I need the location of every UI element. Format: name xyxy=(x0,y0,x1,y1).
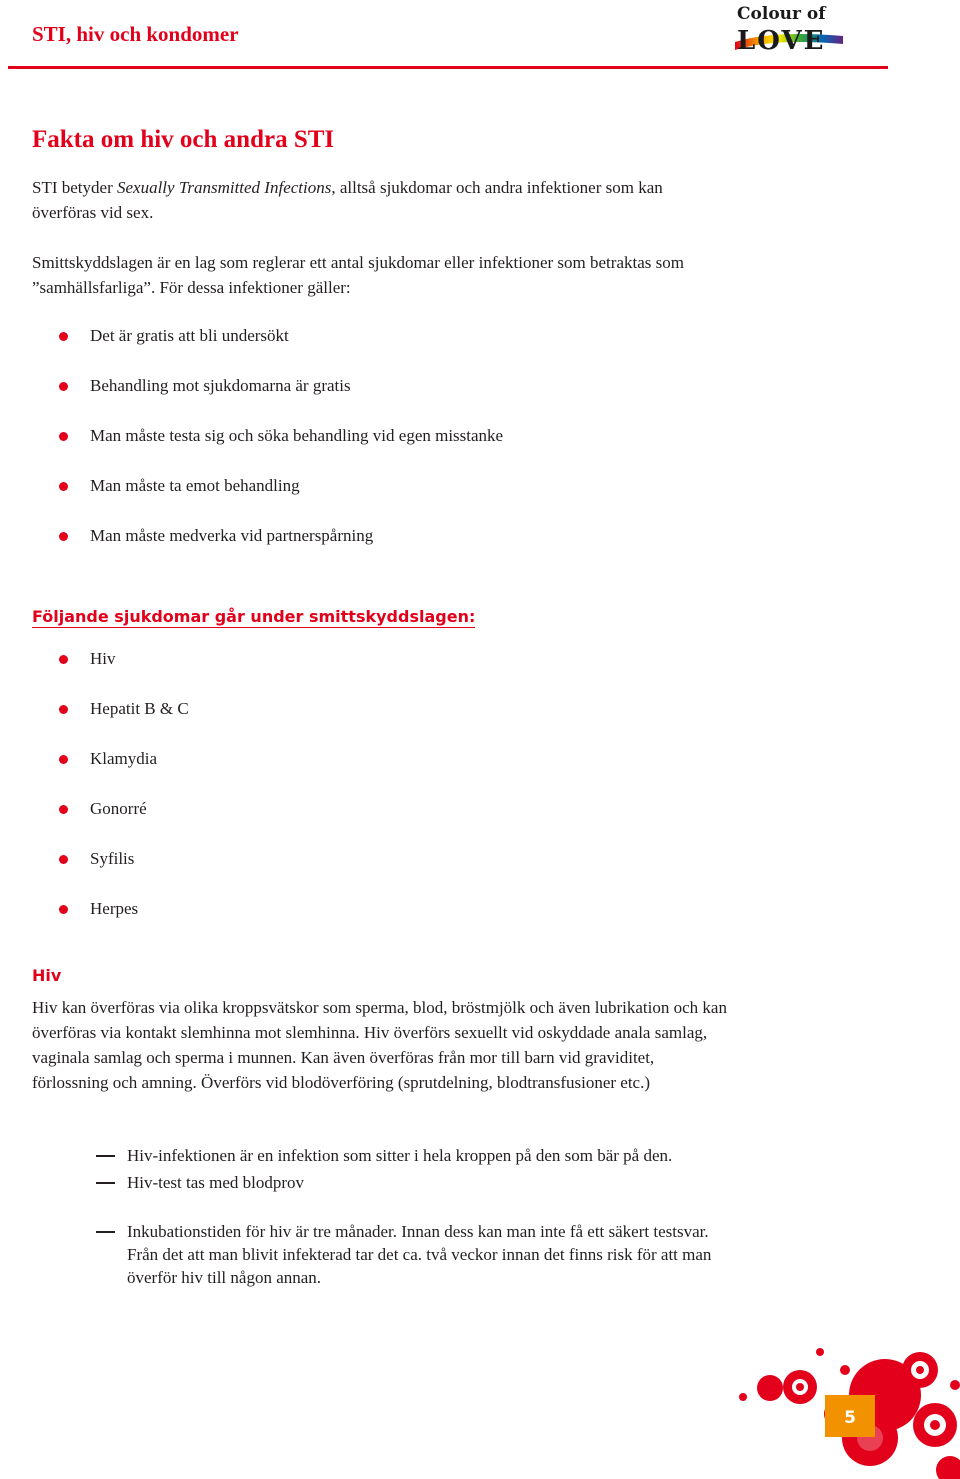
hiv-point-item xyxy=(96,1144,716,1167)
intro-paragraph: STI betyder Sexually Transmitted Infections, alltså sjukdomar och andra infektioner som kan överföras vid sex. xyxy=(32,178,663,222)
bullet-dot-icon xyxy=(59,855,68,864)
smittskydd-paragraph: Smittskyddslagen är en lag som reglerar ett antal sjukdomar eller infektioner som betraktas som ”samhällsfarliga”. För dessa infektioner gäller: xyxy=(32,253,684,297)
flower-decoration xyxy=(720,1340,960,1479)
rule-item xyxy=(32,425,722,475)
disease-item-text: Gonorré xyxy=(90,799,147,818)
hiv-point-text: Inkubationstiden för hiv är tre månader. Innan dess kan man inte få ett säkert testsvar. Från det att man blivit infekterad tar det ca. två veckor innan det finns risk för att man överför hiv till någon annan. xyxy=(127,1222,712,1287)
hiv-point-item xyxy=(96,1220,716,1289)
bullet-dot-icon xyxy=(59,905,68,914)
logo-text-bottom: LOVE xyxy=(737,26,826,54)
bullet-dot-icon xyxy=(59,482,68,491)
bullet-dot-icon xyxy=(59,655,68,664)
rule-item-text: Man måste medverka vid partnerspårning xyxy=(90,526,374,545)
rules-list xyxy=(32,325,722,575)
dash-icon xyxy=(96,1231,115,1233)
hiv-heading: Hiv xyxy=(32,966,62,985)
rule-item xyxy=(32,325,722,375)
disease-item-text: Syfilis xyxy=(90,849,135,868)
disease-item xyxy=(32,748,722,798)
rule-item-text: Man måste testa sig och söka behandling vid egen misstanke xyxy=(90,426,504,445)
disease-item xyxy=(32,798,722,848)
disease-item-text: Herpes xyxy=(90,899,139,918)
disease-item xyxy=(32,648,722,698)
hiv-point-item xyxy=(96,1171,716,1194)
hiv-point-text: Hiv-test tas med blodprov xyxy=(127,1173,305,1192)
bullet-dot-icon xyxy=(59,705,68,714)
diseases-list xyxy=(32,648,722,948)
disease-item-text: Hepatit B & C xyxy=(90,699,189,718)
bullet-dot-icon xyxy=(59,805,68,814)
colour-of-love-logo xyxy=(733,2,845,54)
page-number: 5 xyxy=(844,1408,856,1428)
disease-item xyxy=(32,848,722,898)
bullet-dot-icon xyxy=(59,755,68,764)
header-title: STI, hiv och kondomer xyxy=(32,22,239,46)
hiv-paragraph: Hiv kan överföras via olika kroppsvätskor som sperma, blod, bröstmjölk och även lubrikation och kan överföras via kontakt slemhinna mot slemhinna. Hiv överförs sexuellt vid oskyddade anala samlag, vaginala samlag och sperma i munnen. Kan även överföras från mor till barn vid graviditet, förlossning och amning. Överförs vid blodöverföring (sprutdelning, blodtransfusioner etc.) xyxy=(32,998,727,1092)
rule-item xyxy=(32,475,722,525)
rule-item-text: Behandling mot sjukdomarna är gratis xyxy=(90,376,351,395)
section-title: Fakta om hiv och andra STI xyxy=(32,126,335,153)
dash-icon xyxy=(96,1182,115,1184)
diseases-subheading: Följande sjukdomar går under smittskyddslagen: xyxy=(32,607,476,626)
disease-item-text: Klamydia xyxy=(90,749,158,768)
bullet-dot-icon xyxy=(59,382,68,391)
dash-icon xyxy=(96,1155,115,1157)
intro-italic: Sexually Transmitted Infections xyxy=(116,178,332,197)
rule-item-text: Det är gratis att bli undersökt xyxy=(90,326,289,345)
bullet-dot-icon xyxy=(59,532,68,541)
bullet-dot-icon xyxy=(59,432,68,441)
hiv-point-text: Hiv-infektionen är en infektion som sitter i hela kroppen på den som bär på den. xyxy=(127,1146,673,1165)
page-header xyxy=(0,0,890,70)
disease-item xyxy=(32,898,722,948)
logo-text-top: Colour of xyxy=(737,4,826,24)
disease-item xyxy=(32,698,722,748)
disease-item-text: Hiv xyxy=(90,649,116,668)
rule-item xyxy=(32,375,722,425)
bullet-dot-icon xyxy=(59,332,68,341)
rule-item-text: Man måste ta emot behandling xyxy=(90,476,300,495)
rule-item xyxy=(32,525,722,575)
hiv-points-list xyxy=(96,1144,716,1289)
header-divider xyxy=(8,66,888,69)
